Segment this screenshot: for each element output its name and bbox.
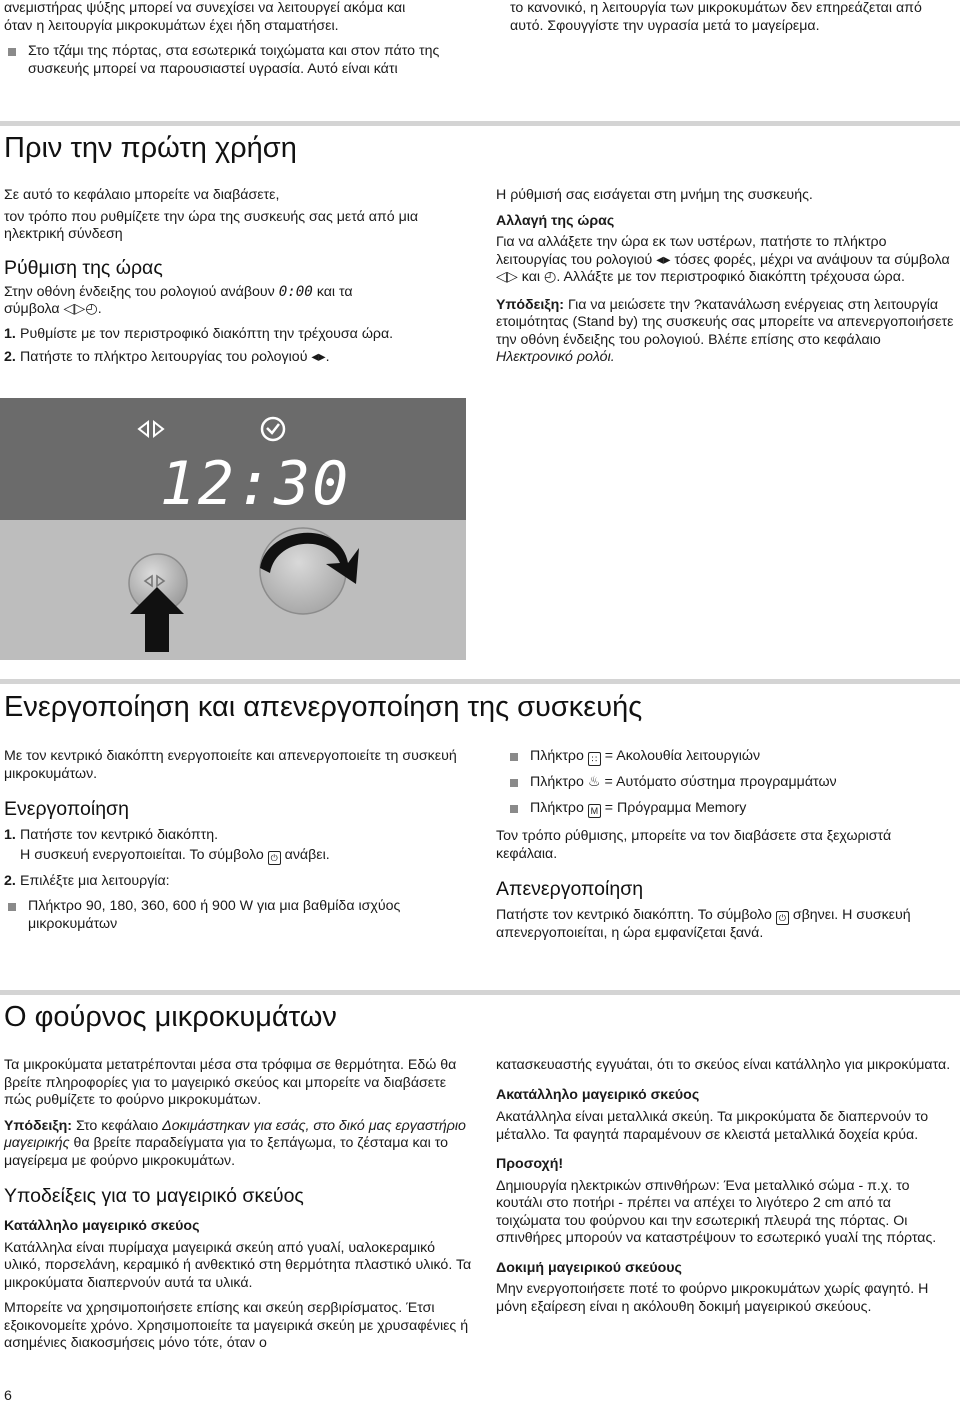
s2-step-1 — [4, 827, 474, 845]
s2-bullet-memory — [506, 800, 956, 818]
s3-suitable-text: Κατάλληλα είναι πυρίμαχα μαγειρικά σκεύη από γυαλί, υαλοκεραμικό υλικό, πορσελάνη, κεραμικό ή ανθεκτικό στη θερμότητα πλαστικό υλικό. Τα μικροκύματα διαπερνούν αυτά τα υλικά. — [4, 1239, 472, 1291]
clock-arrows-icon-2: ◁▷ — [496, 269, 518, 285]
s3-sub-cookware: Υποδείξεις για το μαγειρικό σκεύος — [4, 1185, 304, 1207]
s1-display-a: Στην οθόνη ένδειξης του ρολογιού ανάβουν — [4, 283, 275, 300]
s3-test-title: Δοκιμή μαγειρικού σκεύους — [496, 1259, 682, 1276]
s1-left-column — [4, 187, 474, 367]
s3-unsuitable-title: Ακατάλληλο μαγειρικό σκεύος — [496, 1086, 700, 1103]
s3-right-column — [496, 1057, 956, 1316]
control-surface — [0, 520, 466, 660]
s3-left-column — [4, 1057, 474, 1353]
s3-hint — [4, 1118, 474, 1171]
s1-step-2-text: Πατήστε το πλήκτρο λειτουργίας του ρολογιού — [20, 349, 308, 365]
s1-step-1-text: Ρυθμίστε με τον περιστροφικό διακόπτη την τρέχουσα ώρα. — [20, 325, 394, 342]
top-right-column — [510, 0, 950, 35]
s2-off-text — [496, 907, 956, 943]
s1-display-text: Στην οθόνη ένδειξης του ρολογιού ανάβουν 0:00 και τα σύμβολα ◁▷◴. — [4, 283, 353, 317]
clock-icon: ◴ — [85, 301, 98, 317]
s1-hint-link: Ηλεκτρονικό ρολόι. — [496, 349, 615, 365]
s2-off-a: Πατήστε τον κεντρικό διακόπτη. Το σύμβολο — [496, 907, 772, 923]
s2-bullet-auto — [506, 774, 956, 792]
s1-intro: Σε αυτό το κεφάλαιο μπορείτε να διαβάσετε, — [4, 187, 280, 203]
s1-hint-label: Υπόδειξη: — [496, 296, 564, 313]
s1-display-b: και τα — [316, 283, 353, 300]
s2-step-1b — [4, 847, 474, 865]
s2-right-column — [506, 748, 956, 827]
auto-program-icon: ♨ — [587, 774, 601, 790]
top-left-line-2: όταν η λειτουργία μικροκυμάτων έχει ήδη σταματήσει. — [4, 17, 339, 34]
display-time: 12:30 — [159, 449, 351, 519]
s2-step-1c-text: ανάβει. — [284, 846, 330, 863]
s2-bullet-r1: Πλήκτρο — [530, 748, 584, 764]
s2-bullet-r3: Πλήκτρο — [530, 799, 584, 816]
s1-step-1-num: 1. — [4, 325, 16, 342]
control-panel-illustration — [0, 398, 466, 660]
sequence-key-icon: ∷ — [588, 752, 601, 766]
section-divider-1 — [0, 121, 960, 126]
s2-step-2-num: 2. — [4, 872, 16, 889]
s3-hint-a: Στο κεφάλαιο — [75, 1117, 159, 1134]
s1-sub-clock: Ρύθμιση της ώρας — [4, 256, 163, 279]
power-symbol-icon: ⏻ — [268, 851, 281, 865]
s1-hint — [496, 297, 956, 367]
s3-caution-text: Δημιουργία ηλεκτρικών σπινθήρων: Ένα μεταλλικό σώμα - π.χ. το κουτάλι στο ποτήρι - πρέπει να απέχει το λιγότερο 2 cm από τα τοιχώματα του φούρνου και την εσωτερική πλευρά της πόρτας. Οι σπινθήρες μπορούν να καταστρέψουν το εσωτερικό γυαλί της πόρτας. — [496, 1177, 937, 1246]
clock-key-icon-2: ◂▸ — [656, 251, 671, 268]
section-title-first-use: Πριν την πρώτη χρήση — [4, 132, 297, 164]
s3-test-text: Μην ενεργοποιήσετε ποτέ το φούρνο μικροκυμάτων χωρίς φαγητό. Η μόνη εξαίρεση είναι η ακόλουθη δοκιμή μαγειρικού σκεύους. — [496, 1281, 929, 1315]
s2-step-1b-text: Η συσκευή ενεργοποιείται. Το σύμβολο — [20, 846, 264, 863]
s2-intro: Με τον κεντρικό διακόπτη ενεργοποιείτε και απενεργοποιείτε τη συσκευή μικροκυμάτων. — [4, 748, 457, 782]
top-left-bullet: Στο τζάμι της πόρτας, στα εσωτερικά τοιχώματα και στον πάτο της συσκευής μπορεί να παρουσιαστεί υγρασία. Αυτό είναι κάτι — [4, 43, 464, 78]
s2-off-title: Απενεργοποίηση — [496, 878, 644, 900]
s1-hint-text: Για να μειώσετε την ?κατανάλωση ενέργειας στη λειτουργία ετοιμότητας (Stand by) της συσκευής σας μπορείτε να απενεργοποιήσετε την οθόνη ένδειξης του ρολογιού. Βλέπε επίσης στο κεφάλαιο — [496, 296, 954, 348]
s2-left-column — [4, 748, 474, 933]
s3-unsuitable-text: Ακατάλληλα είναι μεταλλικά σκεύη. Τα μικροκύματα δε διαπερνούν το μέταλλο. Τα φαγητά παραμένουν σε κλειστά μεταλλικά δοχεία κρύα. — [496, 1109, 929, 1143]
s2-off-b: σβηνει. Η συσκευή απενεργοποιείται, η ώρα εμφανίζεται ξανά. — [496, 907, 911, 941]
s3-suitable-title: Κατάλληλο μαγειρικό σκεύος — [4, 1218, 200, 1234]
s2-bullet-power: Πλήκτρο 90, 180, 360, 600 ή 900 W για μια βαθμίδα ισχύος μικροκυμάτων — [4, 898, 474, 933]
s1-change-b: τόσες φορές, μέχρι να ανάψουν τα σύμβολα — [674, 251, 950, 268]
s1-step-2: 2. Πατήστε το πλήκτρο λειτουργίας του ρολογιού ◂▸. — [4, 349, 330, 365]
clock-key-icon: ◂▸ — [311, 349, 326, 365]
s2-step-2-text: Επιλέξτε μια λειτουργία: — [20, 872, 170, 889]
s2-bullet-sequence — [506, 748, 956, 766]
section-title-on-off: Ενεργοποίηση και απενεργοποίηση της συσκευής — [4, 691, 643, 723]
s1-change-title: Αλλαγή της ώρας — [496, 212, 615, 229]
s2-step-2 — [4, 873, 474, 891]
s2-bullet-r2b: = Αυτόματο σύστημα προγραμμάτων — [604, 774, 837, 790]
top-left-line-1: ανεμιστήρας ψύξης μπορεί να συνεχίσει να λειτουργεί ακόμα και — [4, 0, 406, 16]
s1-display-value: 0:00 — [278, 283, 313, 300]
s1-intro2: τον τρόπο που ρυθμίζετε την ώρα της συσκευής σας μετά από μια ηλεκτρική σύνδεση — [4, 208, 419, 242]
s3-hint-label: Υπόδειξη: — [4, 1117, 72, 1134]
s3-hint-ital: Δοκιμάστηκαν για εσάς, στο δικό μας εργαστήριο μαγειρικής — [4, 1117, 466, 1151]
section-title-microwave: Ο φούρνος μικροκυμάτων — [4, 1001, 337, 1033]
s1-right-column — [496, 187, 956, 367]
s2-bullet-r3b: = Πρόγραμμα Memory — [604, 799, 747, 816]
s3-intro: Τα μικροκύματα μετατρέπονται μέσα στα τρόφιμα σε θερμότητα. Εδώ θα βρείτε πληροφορίες για το μαγειρικό σκεύος και μπορείτε να διαβάσετε πώς ρυθμίζετε το φούρνο μικροκυμάτων. — [4, 1057, 457, 1108]
s1-change-d: . Αλλάξτε με τον περιστροφικό διακόπτη τρέχουσα ώρα. — [556, 269, 905, 285]
section-divider-2 — [0, 679, 960, 684]
s1-change-c: και — [521, 269, 541, 285]
s2-settings-text: Τον τρόπο ρύθμισης, μπορείτε να τον διαβάσετε στα ξεχωριστά κεφάλαια. — [496, 828, 892, 862]
s3-serving-text: Μπορείτε να χρησιμοποιήσετε επίσης και σκεύη σερβιρίσματος. Έτσι εξοικονομείτε χρόνο. Χρησιμοποιείτε τα μαγειρικά σκεύη με χρυσαφένιες ή ασημένιες διακοσμήσεις μόνο τότε, όταν ο — [4, 1300, 469, 1351]
clock-icon-2: ◴ — [544, 269, 557, 285]
memory-key-icon: M — [588, 804, 601, 818]
s1-change-a: Για να αλλάξετε την ώρα εκ των υστέρων, πατήστε το πλήκτρο λειτουργίας του ρολογιού — [496, 234, 887, 268]
s3-caution-title: Προσοχή! — [496, 1156, 564, 1172]
section-divider-3 — [0, 990, 960, 995]
page-number: 6 — [4, 1388, 12, 1404]
power-symbol-icon-2: ⏻ — [776, 911, 789, 925]
s1-step-2-num: 2. — [4, 349, 16, 365]
s2-step-1-text: Πατήστε τον κεντρικό διακόπτη. — [20, 827, 219, 843]
control-panel-svg — [0, 398, 466, 660]
s1-step-1 — [4, 326, 474, 344]
s2-bullet-r1b: = Ακολουθία λειτουργιών — [604, 748, 761, 764]
clock-arrows-icon: ◁▷ — [63, 301, 86, 317]
s2-right-lower — [496, 828, 956, 943]
s2-step-1-num: 1. — [4, 827, 16, 843]
s1-right-intro: Η ρύθμισή σας εισάγεται στη μνήμη της συσκευής. — [496, 187, 813, 203]
top-right-text: το κανονικό, η λειτουργία των μικροκυμάτων δεν επηρεάζεται από αυτό. Σφουγγίστε την υγρασία μετά το μαγείρεμα. — [510, 0, 922, 34]
s2-on-title: Ενεργοποίηση — [4, 798, 129, 820]
s2-bullet-r2: Πλήκτρο — [530, 774, 584, 790]
top-left-column — [4, 0, 464, 78]
s3-right-cont: κατασκευαστής εγγυάται, ότι το σκεύος είναι κατάλληλο για μικροκύματα. — [496, 1057, 951, 1073]
s1-display-c: σύμβολα — [4, 301, 60, 317]
s3-hint-b: θα βρείτε παραδείγματα για το ξεπάγωμα, το ζέσταμα και το μαγείρεμα με φούρνο μικροκυμάτων. — [4, 1135, 449, 1169]
s1-change-text — [496, 234, 956, 287]
